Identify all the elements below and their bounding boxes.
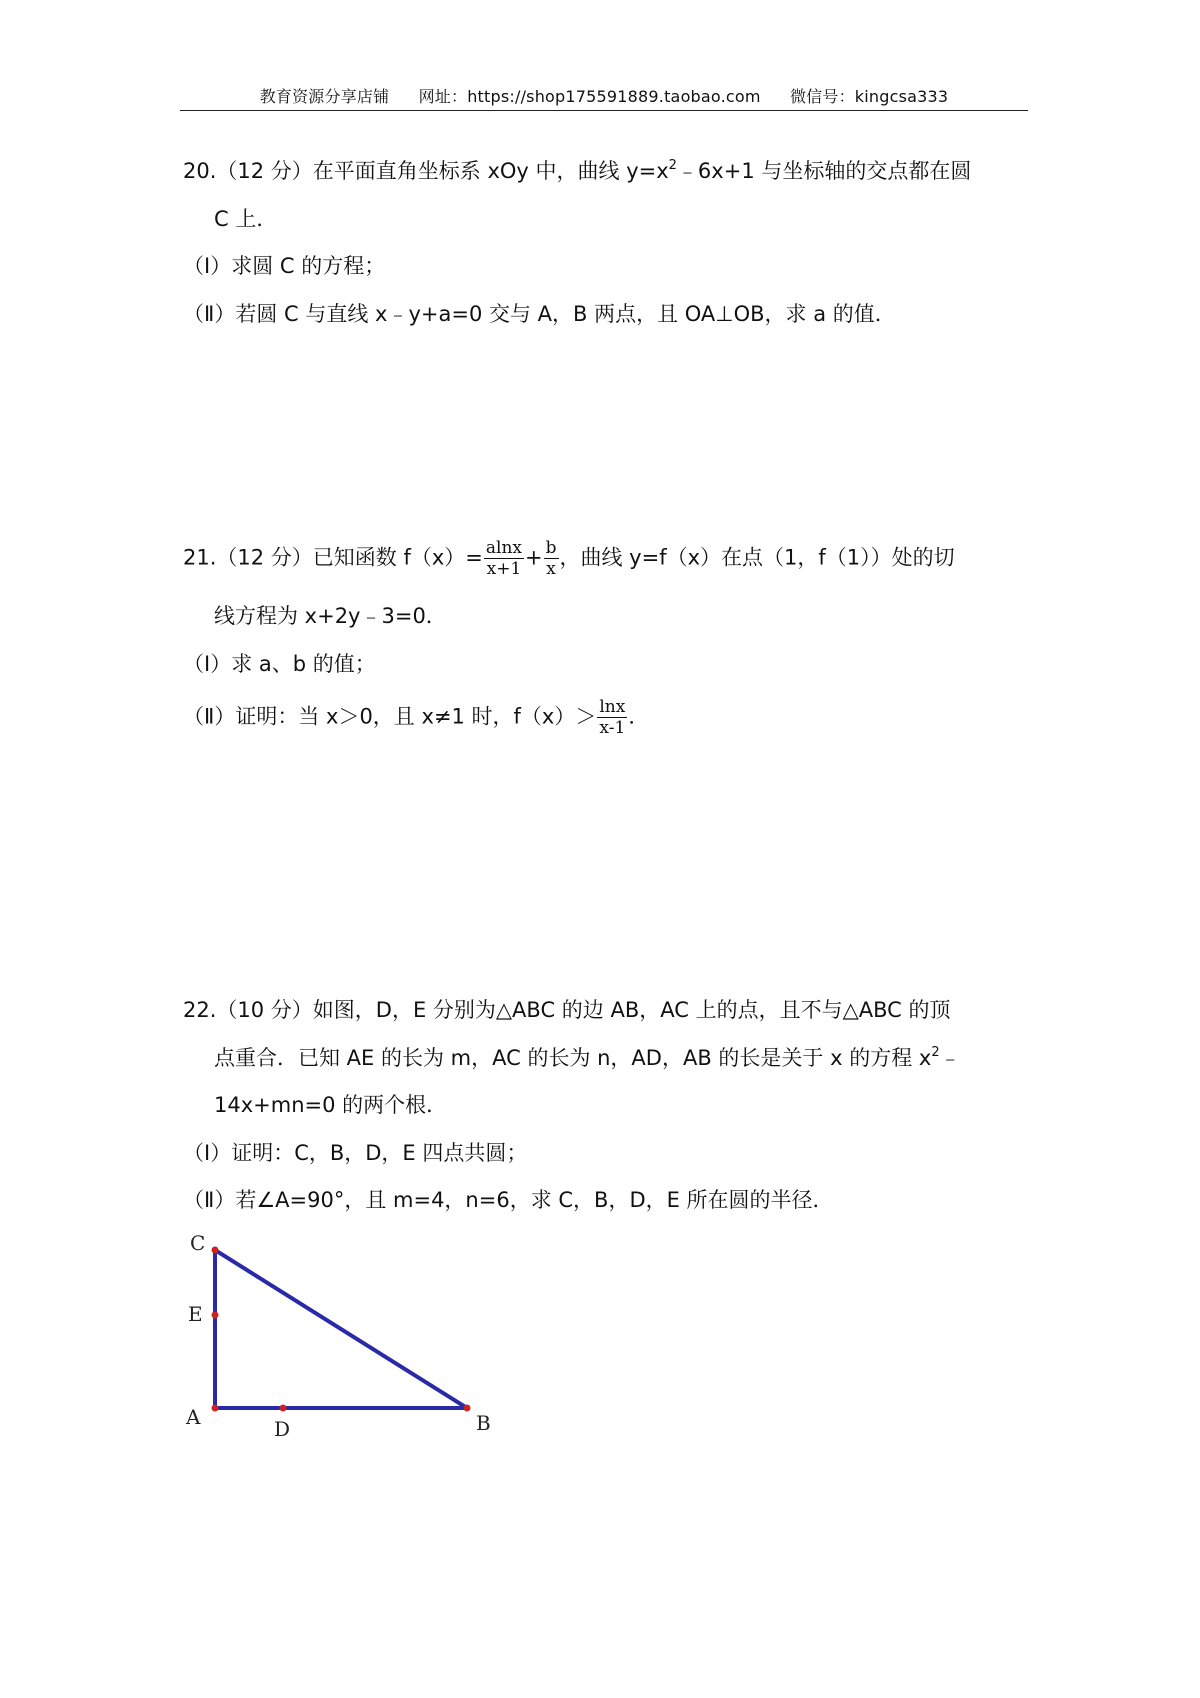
q22-part1: （Ⅰ）证明：C，B，D，E 四点共圆； — [183, 1141, 528, 1165]
label-d: D — [274, 1417, 291, 1441]
edge-cb — [215, 1250, 467, 1408]
q20-line1: 20.（12 分）在平面直角坐标系 xOy 中，曲线 $y=x^2﹣6x+1$ 与坐标轴的交点都在圆 — [183, 158, 972, 183]
header-rule — [180, 110, 1028, 111]
point-d — [280, 1405, 287, 1412]
q20-part2: （Ⅱ）若圆 C 与直线 x﹣y+a=0 交与 A，B 两点，且 OA⊥OB，求 a 的值． — [183, 302, 896, 326]
point-a — [212, 1405, 219, 1412]
q21-line1: 21.（12 分）已知函数 f（x）= $\frac{alnx}{x+1}$ + $\frac{b}{x}$ ，曲线 y=f（x）在点（1，f（1））处的切 — [183, 538, 955, 579]
q22-line1: 22.（10 分）如图，D，E 分别为△ABC 的边 AB，AC 上的点，且不与△ABC 的顶 — [183, 998, 951, 1022]
point-c — [212, 1247, 219, 1254]
label-a: A — [186, 1405, 201, 1429]
q21-part2: （Ⅱ）证明：当 x＞0，且 x≠1 时，f（x）＞ $\frac{\ln x}{x-1}$ ． — [183, 697, 650, 738]
q20-part1: （Ⅰ）求圆 C 的方程； — [183, 254, 386, 278]
label-e: E — [188, 1302, 203, 1326]
point-b — [464, 1405, 471, 1412]
label-b: B — [476, 1411, 491, 1435]
q21-fraction-2: $\frac{b}{x}$ — [545, 538, 557, 579]
header-wechat: 微信号：kingcsa333 — [789, 87, 949, 106]
page-header — [180, 84, 1028, 107]
q21-fraction-1: $\frac{alnx}{x+1}$ — [485, 538, 522, 579]
header-shop: 教育资源分享店铺 — [259, 87, 390, 106]
triangle-figure — [176, 1232, 506, 1442]
q21-fraction-3: $\frac{\ln x}{x-1}$ — [599, 697, 626, 738]
q22-line2: 点重合．已知 AE 的长为 m，AC 的长为 n，AD，AB 的长是关于 x 的方程 $x^2﹣$ — [214, 1045, 961, 1070]
label-c: C — [190, 1232, 206, 1255]
q21-line2: 线方程为 x+2y﹣3=0． — [214, 604, 447, 628]
q20-line2: C 上． — [214, 207, 278, 231]
q22-part2: （Ⅱ）若∠A=90°，且 m=4，n=6，求 C，B，D，E 所在圆的半径． — [183, 1188, 834, 1212]
q22-line3: 14x+mn=0 的两个根． — [214, 1093, 448, 1117]
header-site: 网址：https://shop175591889.taobao.com — [418, 87, 761, 106]
point-e — [212, 1312, 219, 1319]
q21-part1: （Ⅰ）求 a、b 的值； — [183, 652, 376, 676]
